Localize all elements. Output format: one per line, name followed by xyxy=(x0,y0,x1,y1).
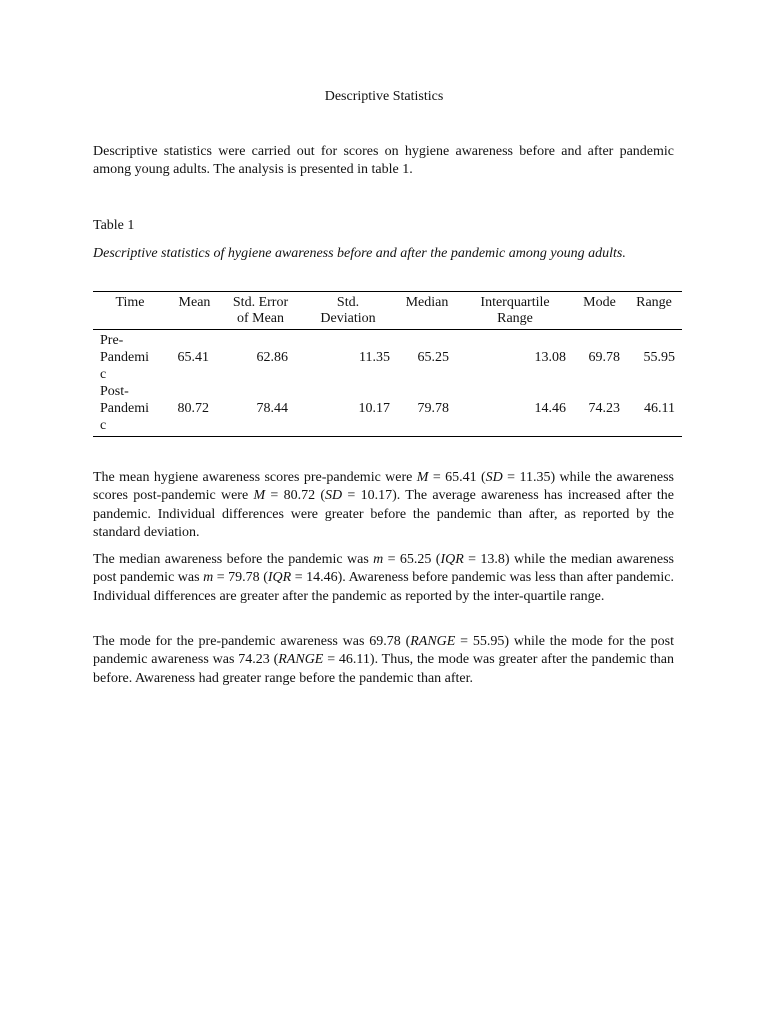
table-caption: Descriptive statistics of hygiene awareness before and after the pandemic among young adults. xyxy=(93,246,626,261)
cell-time: Pre- Pandemi c xyxy=(100,333,149,382)
cell-mean: 65.41 xyxy=(177,350,209,365)
table-row xyxy=(93,383,682,437)
cell-mean: 80.72 xyxy=(167,383,222,437)
header-mean: Mean xyxy=(167,292,222,330)
table-row xyxy=(93,330,682,384)
cell-range: 46.11 xyxy=(626,383,682,437)
table-label: Table 1 xyxy=(93,218,135,233)
mode-paragraph: The mode for the pre-pandemic awareness was 69.78 (RANGE = 55.95) while the mode for the post pandemic awareness was 74.23 (RANGE = 46.11). Thus, the mode was greater after the pandemic than before. Awareness had greater range before the pandemic than after. xyxy=(93,634,674,686)
cell-median: 79.78 xyxy=(397,383,457,437)
table-header-row xyxy=(93,292,682,330)
descriptive-statistics-table xyxy=(93,291,682,437)
cell-std-error: 62.86 xyxy=(256,350,288,365)
cell-mode: 74.23 xyxy=(573,383,626,437)
header-median: Median xyxy=(397,292,457,330)
cell-std-error: 78.44 xyxy=(222,383,299,437)
cell-std-deviation: 10.17 xyxy=(299,383,397,437)
header-mode: Mode xyxy=(573,292,626,330)
header-std-deviation: Std. Deviation xyxy=(299,292,397,330)
cell-iqr: 13.08 xyxy=(534,350,566,365)
header-time: Time xyxy=(93,292,167,330)
page-title: Descriptive Statistics xyxy=(324,89,444,104)
cell-std-deviation: 11.35 xyxy=(359,350,390,365)
cell-mode: 69.78 xyxy=(588,350,620,365)
intro-paragraph: Descriptive statistics were carried out for scores on hygiene awareness before and after pandemic among young adults. The analysis is presented in table 1. xyxy=(93,144,674,178)
cell-time: Post- Pandemi c xyxy=(93,383,167,437)
mean-paragraph: The mean hygiene awareness scores pre-pandemic were M = 65.41 (SD = 11.35) while the awareness scores post-pandemic were M = 80.72 (SD = 10.17). The average awareness has increased after the pandemic. Individual differences were greater before the pandemic than after, as reported by the standard deviation. xyxy=(93,470,675,540)
cell-median: 65.25 xyxy=(417,350,449,365)
median-paragraph: The median awareness before the pandemic was m = 65.25 (IQR = 13.8) while the median awareness post pandemic was m = 79.78 (IQR = 14.46). Awareness before pandemic was less than after pandemic. Individual differences are greater after the pandemic as reported by the inter-quartile range. xyxy=(93,552,675,604)
cell-iqr: 14.46 xyxy=(457,383,573,437)
cell-range: 55.95 xyxy=(643,350,675,365)
header-std-error: Std. Error of Mean xyxy=(222,292,299,330)
header-range: Range xyxy=(626,292,682,330)
header-iqr: Interquartile Range xyxy=(457,292,573,330)
